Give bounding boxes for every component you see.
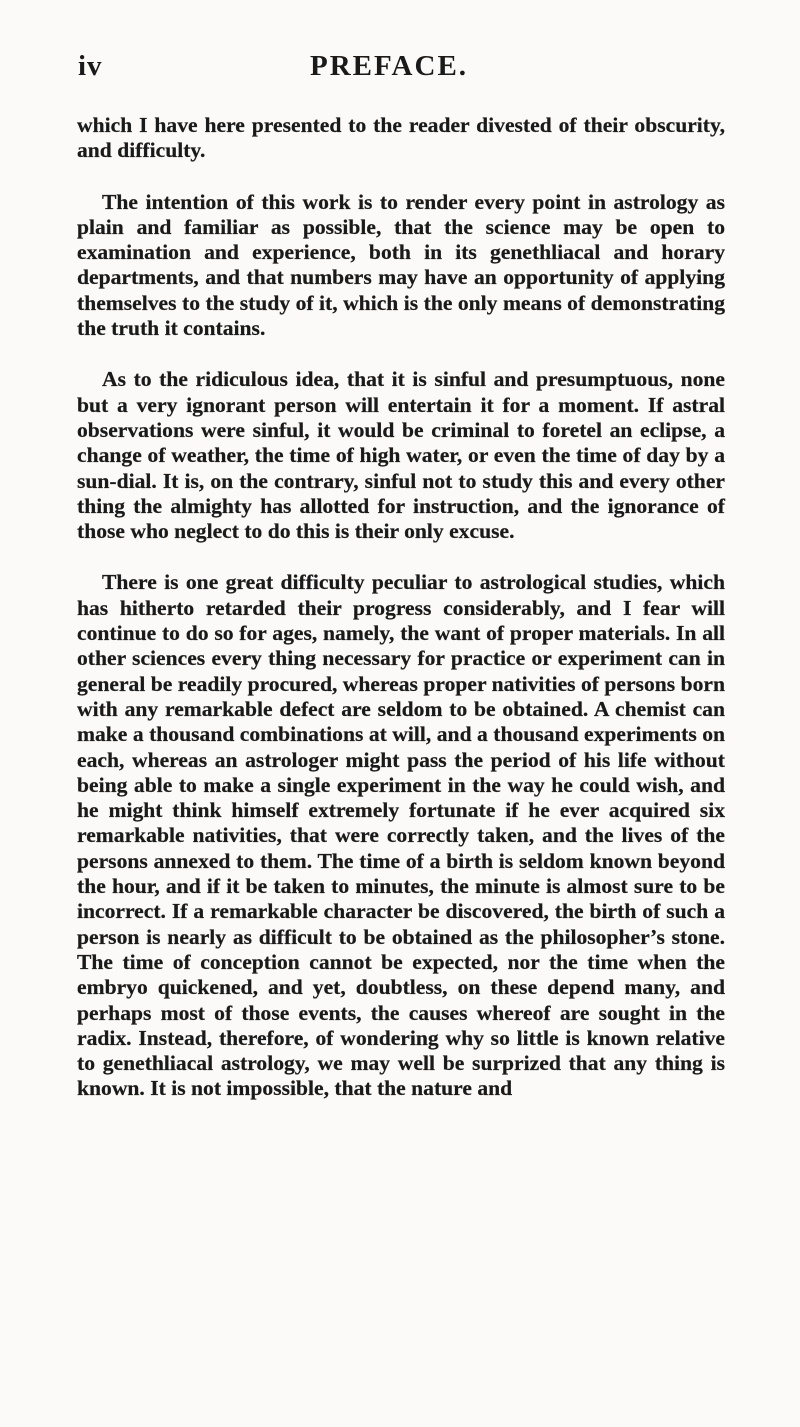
paragraph-sinful-idea: As to the ridiculous idea, that it is sinful and presumptuous, none but a very ignorant person will entertain it for a moment. If astral observations were sinful, it would be criminal to foretel an eclipse, a change of weather, the time of high water, or even the time of day by a sun-dial. It is, on the contrary, sinful not to study this and every other thing the almighty has allotted for instruction, and the ignorance of those who neglect to do this is their only excuse. — [77, 367, 725, 544]
body-text — [77, 113, 725, 1128]
running-title: PREFACE. — [310, 50, 469, 82]
paragraph-difficulty: There is one great difficulty peculiar to astrological studies, which has hitherto retarded their progress considerably, and I fear will continue to do so for ages, namely, the want of proper materials. In all other sciences every thing necessary for practice or experiment can in general be readily procured, whereas proper nativities of persons born with any remarkable defect are seldom to be obtained. A chemist can make a thousand combinations at will, and a thousand experiments on each, whereas an astrologer might pass the period of his life without being able to make a single experiment in the way he could wish, and he might think himself extremely fortunate if he ever acquired six remarkable nativities, that were correctly taken, and the lives of the persons annexed to them. The time of a birth is seldom known beyond the hour, and if it be taken to minutes, the minute is almost sure to be incorrect. If a remarkable character be discovered, the birth of such a person is nearly as difficult to be obtained as the philosopher’s stone. The time of conception cannot be expected, nor the time when the embryo quickened, and yet, doubtless, on these depend many, and perhaps most of those events, the causes whereof are sought in the radix. Instead, therefore, of wondering why so little is known relative to genethliacal astrology, we may well be surprized that any thing is known. It is not impossible, that the nature and — [77, 570, 725, 1101]
paragraph-intention: The intention of this work is to render every point in astrology as plain and familiar as possible, that the science may be open to examination and experience, both in its genethliacal and horary departments, and that numbers may have an opportunity of applying themselves to the study of it, which is the only means of demonstrating the truth it contains. — [77, 189, 725, 341]
paragraph-continuation: which I have here presented to the reader divested of their obscurity, and difficulty. — [77, 113, 725, 163]
page-number: iv — [78, 50, 103, 82]
page-header — [78, 50, 728, 90]
